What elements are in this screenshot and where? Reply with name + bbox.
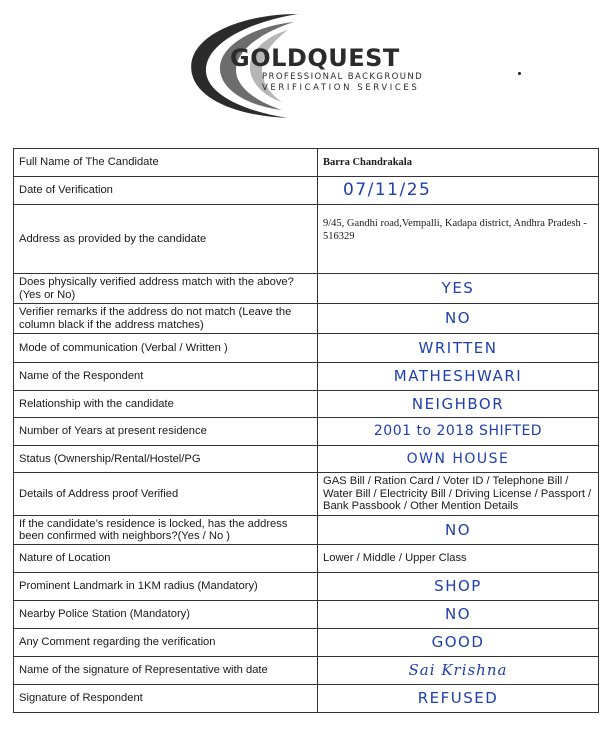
- table-row: [14, 657, 599, 685]
- scan-speck: [518, 72, 521, 75]
- table-row: [14, 685, 599, 713]
- field-label: If the candidate’s residence is locked, has the address been confirmed with neighbors?(Yes / No ): [14, 516, 318, 545]
- representative-signature: Sai Krishna: [408, 661, 508, 680]
- table-row: [14, 363, 599, 391]
- field-label: Any Comment regarding the verification: [14, 629, 318, 657]
- handwritten-answer: NO: [444, 605, 472, 624]
- field-value: [318, 304, 599, 334]
- field-value: [318, 657, 599, 685]
- handwritten-date: 07/11/25: [343, 180, 432, 201]
- field-value: [318, 629, 599, 657]
- field-value: [318, 446, 599, 473]
- table-row: [14, 274, 599, 304]
- field-value: [318, 177, 599, 205]
- table-row: [14, 334, 599, 363]
- table-row: [14, 473, 599, 516]
- table-row: [14, 418, 599, 446]
- field-label: Name of the signature of Representative with date: [14, 657, 318, 685]
- handwritten-answer: NEIGHBOR: [411, 394, 505, 413]
- field-value: [318, 334, 599, 363]
- tagline-line-1: PROFESSIONAL BACKGROUND: [262, 72, 424, 82]
- field-label: Mode of communication (Verbal / Written ): [14, 334, 318, 363]
- handwritten-answer: 2001 to 2018 SHIFTED: [373, 423, 543, 440]
- respondent-signature: REFUSED: [417, 689, 499, 708]
- field-value: [318, 274, 599, 304]
- field-value: [318, 205, 599, 274]
- field-label: Number of Years at present residence: [14, 418, 318, 446]
- table-row: [14, 391, 599, 418]
- candidate-name: Barra Chandrakala: [323, 157, 412, 168]
- field-label: Does physically verified address match with the above? (Yes or No): [14, 274, 318, 304]
- field-value: [318, 601, 599, 629]
- handwritten-answer: NO: [444, 309, 472, 328]
- candidate-address: 9/45, Gandhi road,Vempalli, Kadapa district, Andhra Pradesh - 516329: [323, 218, 587, 242]
- field-label: Relationship with the candidate: [14, 391, 318, 418]
- handwritten-answer: OWN HOUSE: [406, 450, 510, 467]
- table-row: [14, 149, 599, 177]
- handwritten-answer: NO: [444, 520, 472, 539]
- field-label: Nearby Police Station (Mandatory): [14, 601, 318, 629]
- table-row: [14, 629, 599, 657]
- field-label: Address as provided by the candidate: [14, 205, 318, 274]
- field-value: [318, 573, 599, 601]
- table-row: [14, 304, 599, 334]
- field-label: Prominent Landmark in 1KM radius (Mandatory): [14, 573, 318, 601]
- table-row: [14, 177, 599, 205]
- field-label: Status (Ownership/Rental/Hostel/PG: [14, 446, 318, 473]
- field-value: [318, 418, 599, 446]
- table-row: [14, 516, 599, 545]
- location-class-options: Lower / Middle / Upper Class: [318, 545, 599, 573]
- table-row: [14, 601, 599, 629]
- field-label: Nature of Location: [14, 545, 318, 573]
- field-label: Name of the Respondent: [14, 363, 318, 391]
- table-row: [14, 545, 599, 573]
- handwritten-answer: SHOP: [434, 577, 482, 596]
- table-row: [14, 446, 599, 473]
- tagline-line-2: VERIFICATION SERVICES: [262, 83, 420, 93]
- field-value: [318, 516, 599, 545]
- field-label: Details of Address proof Verified: [14, 473, 318, 516]
- handwritten-answer: WRITTEN: [418, 338, 498, 357]
- handwritten-answer: YES: [441, 279, 475, 298]
- address-proof-options: GAS Bill / Ration Card / Voter ID / Telephone Bill / Water Bill / Electricity Bill / Driving License / Passport / Bank Passbook / Other Mention Details: [318, 473, 599, 516]
- goldquest-logo: [178, 8, 448, 120]
- table-row: [14, 205, 599, 274]
- handwritten-answer: GOOD: [431, 633, 485, 652]
- field-label: Verifier remarks if the address do not match (Leave the column black if the address matches): [14, 304, 318, 334]
- field-label: Date of Verification: [14, 177, 318, 205]
- field-value: [318, 149, 599, 177]
- field-value: [318, 363, 599, 391]
- field-label: Signature of Respondent: [14, 685, 318, 713]
- field-value: [318, 391, 599, 418]
- table-row: [14, 573, 599, 601]
- field-value: [318, 685, 599, 713]
- handwritten-answer: MATHESHWARI: [393, 367, 523, 386]
- brand-name: GOLDQUEST: [230, 44, 400, 72]
- field-label: Full Name of The Candidate: [14, 149, 318, 177]
- verification-form-table: [13, 148, 599, 713]
